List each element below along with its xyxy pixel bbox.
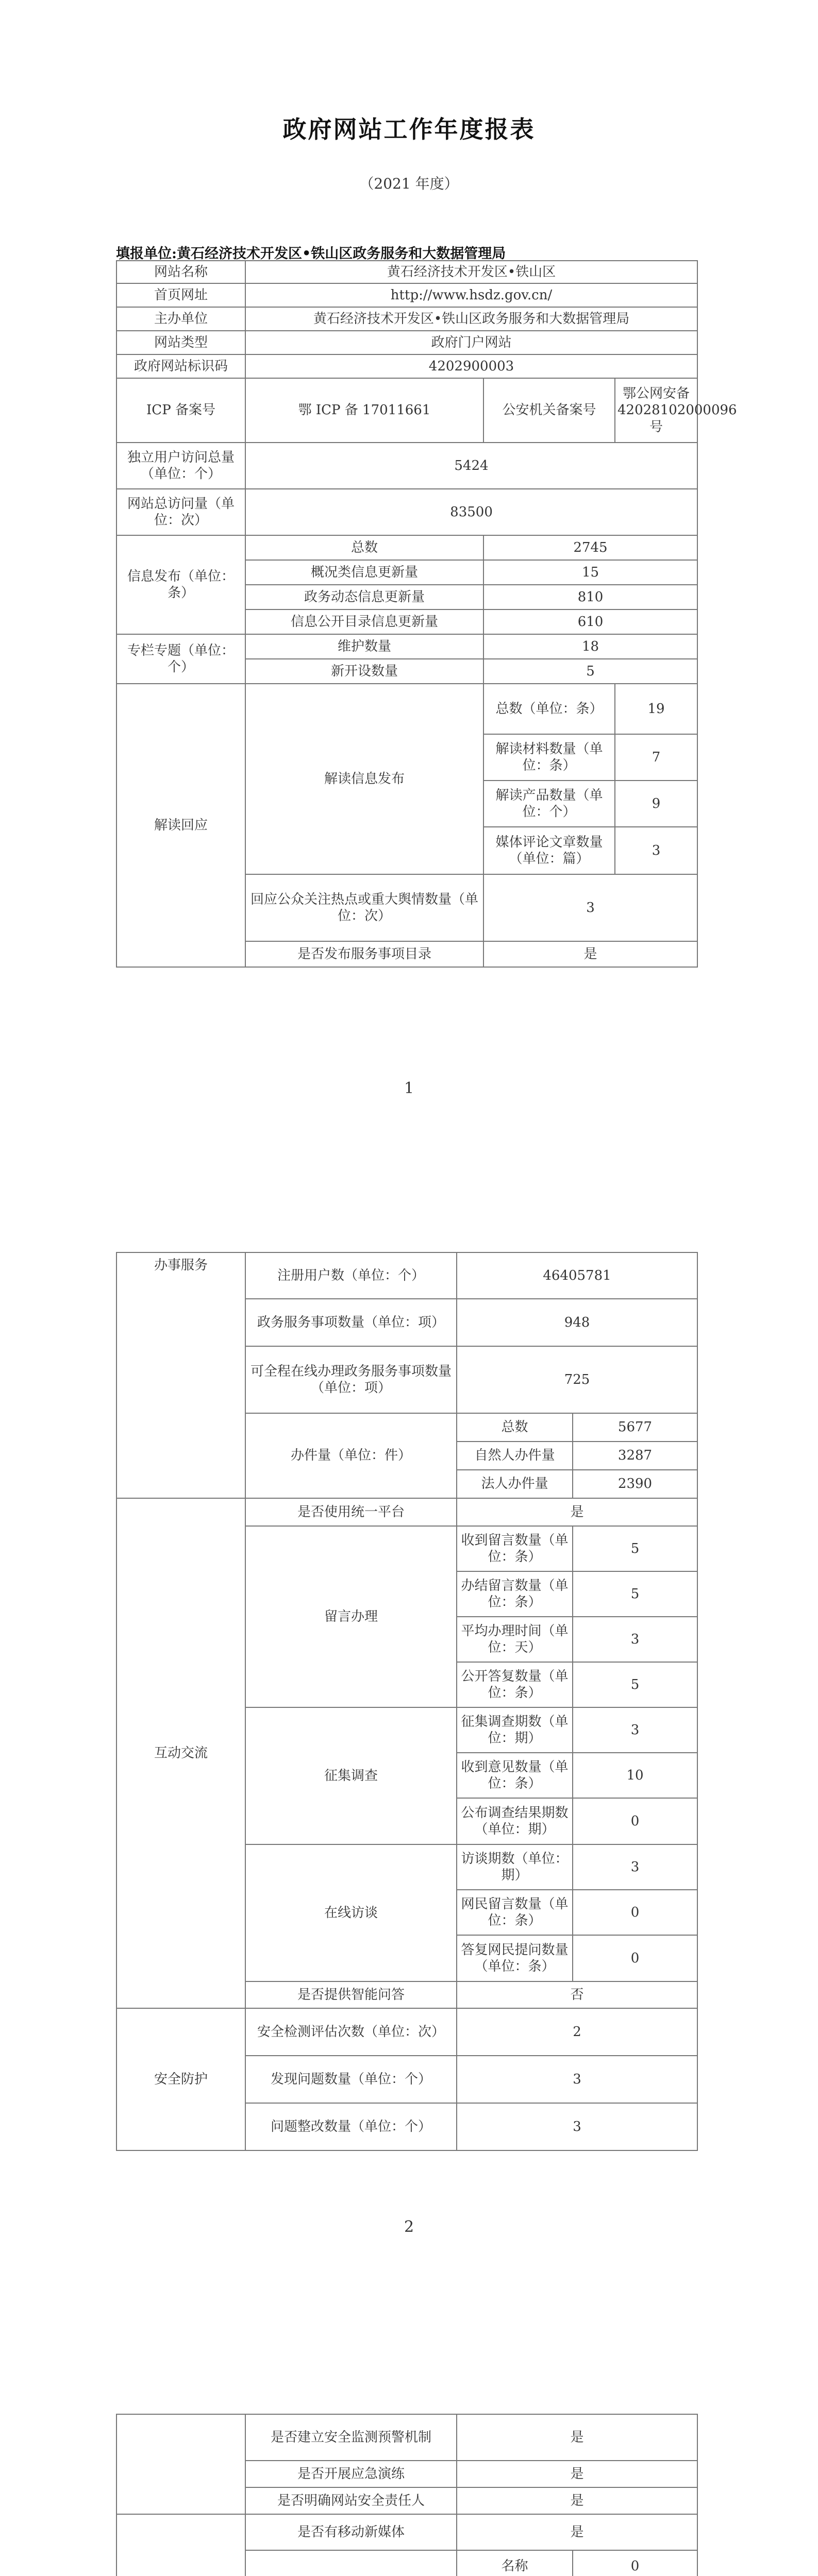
office-service-label: 办事服务 [116,1252,245,1498]
organizer-value: 黄石经济技术开发区•铁山区政务服务和大数据管理局 [245,307,697,331]
interp-media-label: 媒体评论文章数量（单位：篇） [483,827,615,874]
column-maint-label: 维护数量 [245,634,483,659]
drill-label: 是否开展应急演练 [245,2461,457,2487]
security-continued-cell [116,2414,245,2514]
msg-recv-label: 收到留言数量（单位：条） [457,1526,573,1571]
sec-check-value: 2 [457,2008,697,2056]
survey-opinions-label: 收到意见数量（单位：条） [457,1753,573,1798]
organizer-label: 主办单位 [116,307,245,331]
has-mobile-label: 是否有移动新媒体 [245,2514,457,2550]
interp-material-value: 7 [615,734,697,781]
message-handling-label: 留言办理 [245,1526,457,1707]
column-new-label: 新开设数量 [245,659,483,684]
home-url-label: 首页网址 [116,283,245,307]
reg-users-value: 46405781 [457,1252,697,1299]
site-id-value: 4202900003 [245,354,697,378]
report-table-page-1 [116,260,737,968]
handle-person-label: 自然人办件量 [457,1442,573,1470]
weibo-name-label: 名称 [457,2550,573,2576]
column-new-value: 5 [483,659,697,684]
survey-opinions-value: 10 [573,1753,697,1798]
survey-label: 征集调查 [245,1707,457,1844]
page-number-1: 1 [404,1079,414,1097]
handle-legal-label: 法人办件量 [457,1470,573,1498]
interp-release-label: 解读信息发布 [245,684,483,874]
info-total-label: 总数 [245,535,483,560]
handle-volume-label: 办件量（单位：件） [245,1413,457,1498]
service-items-value: 948 [457,1299,697,1346]
page-number-2: 2 [404,2218,414,2236]
site-name-value: 黄石经济技术开发区•铁山区 [245,261,697,283]
survey-results-value: 0 [573,1798,697,1844]
site-type-value: 政府门户网站 [245,331,697,354]
sec-found-value: 3 [457,2056,697,2103]
security-label: 安全防护 [116,2008,245,2150]
column-maint-value: 18 [483,634,697,659]
online-interview-label: 在线访谈 [245,1844,457,1981]
interp-media-value: 3 [615,827,697,874]
weibo-label [245,2550,457,2576]
drill-value: 是 [457,2461,697,2487]
msg-done-label: 办结留言数量（单位：条） [457,1571,573,1617]
online-items-value: 725 [457,1346,697,1413]
uv-label: 独立用户访问总量（单位：个） [116,443,245,489]
unified-platform-label: 是否使用统一平台 [245,1498,457,1526]
handle-total-label: 总数 [457,1413,573,1442]
interview-msg-value: 0 [573,1890,697,1935]
uv-value: 5424 [245,443,697,489]
interview-msg-label: 网民留言数量（单位：条） [457,1890,573,1935]
icp-value: 鄂 ICP 备 17011661 [245,378,483,443]
weibo-name-value: 0 [573,2550,697,2576]
site-type-label: 网站类型 [116,331,245,354]
info-overview-label: 概况类信息更新量 [245,560,483,585]
monitor-label: 是否建立安全监测预警机制 [245,2414,457,2461]
msg-days-value: 3 [573,1617,697,1662]
column-topic-label: 专栏专题（单位：个） [116,634,245,684]
reporting-unit: 填报单位:黄石经济技术开发区•铁山区政务服务和大数据管理局 [116,246,506,262]
msg-public-value: 5 [573,1662,697,1707]
smart-qa-label: 是否提供智能问答 [245,1981,457,2008]
info-dynamic-value: 810 [483,585,697,609]
info-open-value: 610 [483,609,697,634]
info-release-label: 信息发布（单位：条） [116,535,245,634]
interp-product-label: 解读产品数量（单位：个） [483,781,615,827]
icp-label: ICP 备案号 [116,378,245,443]
online-items-label: 可全程在线办理政务服务事项数量（单位：项） [245,1346,457,1413]
info-overview-value: 15 [483,560,697,585]
interaction-label: 互动交流 [116,1498,245,2008]
handle-legal-value: 2390 [573,1470,697,1498]
report-table-page-2 [116,1252,698,2151]
msg-days-label: 平均办理时间（单位：天） [457,1617,573,1662]
police-label: 公安机关备案号 [483,378,615,443]
site-id-label: 政府网站标识码 [116,354,245,378]
catalog-label: 是否发布服务事项目录 [245,941,483,967]
service-items-label: 政务服务事项数量（单位：项） [245,1299,457,1346]
survey-count-label: 征集调查期数（单位：期） [457,1707,573,1753]
smart-qa-value: 否 [457,1981,697,2008]
police-value: 鄂公网安备 42028102000096 号 [615,378,697,443]
interp-material-label: 解读材料数量（单位：条） [483,734,615,781]
site-name-label: 网站名称 [116,261,245,283]
report-table-page-3 [116,2414,698,2576]
catalog-value: 是 [483,941,697,967]
home-url-value: http://www.hsdz.gov.cn/ [245,283,697,307]
msg-recv-value: 5 [573,1526,697,1571]
interview-answer-value: 0 [573,1935,697,1981]
security-owner-value: 是 [457,2487,697,2514]
info-open-label: 信息公开目录信息更新量 [245,609,483,634]
has-mobile-value: 是 [457,2514,697,2550]
page-title: 政府网站工作年度报表 [282,115,536,143]
monitor-value: 是 [457,2414,697,2461]
hot-response-label: 回应公众关注热点或重大舆情数量（单位：次） [245,874,483,941]
handle-total-value: 5677 [573,1413,697,1442]
info-dynamic-label: 政务动态信息更新量 [245,585,483,609]
hot-response-value: 3 [483,874,697,941]
sec-fix-label: 问题整改数量（单位：个） [245,2103,457,2150]
survey-count-value: 3 [573,1707,697,1753]
interp-total-value: 19 [615,684,697,734]
interp-product-value: 9 [615,781,697,827]
sec-fix-value: 3 [457,2103,697,2150]
info-total-value: 2745 [483,535,697,560]
interview-answer-label: 答复网民提问数量（单位：条） [457,1935,573,1981]
mobile-media-label [116,2514,245,2576]
security-owner-label: 是否明确网站安全责任人 [245,2487,457,2514]
msg-public-label: 公开答复数量（单位：条） [457,1662,573,1707]
interview-count-label: 访谈期数（单位：期） [457,1844,573,1890]
report-year: （2021 年度） [359,175,459,192]
interp-total-label: 总数（单位：条） [483,684,615,734]
sec-check-label: 安全检测评估次数（单位：次） [245,2008,457,2056]
reg-users-label: 注册用户数（单位：个） [245,1252,457,1299]
survey-results-label: 公布调查结果期数（单位：期） [457,1798,573,1844]
pv-value: 83500 [245,489,697,535]
pv-label: 网站总访问量（单位：次） [116,489,245,535]
response-label: 解读回应 [116,684,245,967]
interview-count-value: 3 [573,1844,697,1890]
handle-person-value: 3287 [573,1442,697,1470]
msg-done-value: 5 [573,1571,697,1617]
unified-platform-value: 是 [457,1498,697,1526]
sec-found-label: 发现问题数量（单位：个） [245,2056,457,2103]
